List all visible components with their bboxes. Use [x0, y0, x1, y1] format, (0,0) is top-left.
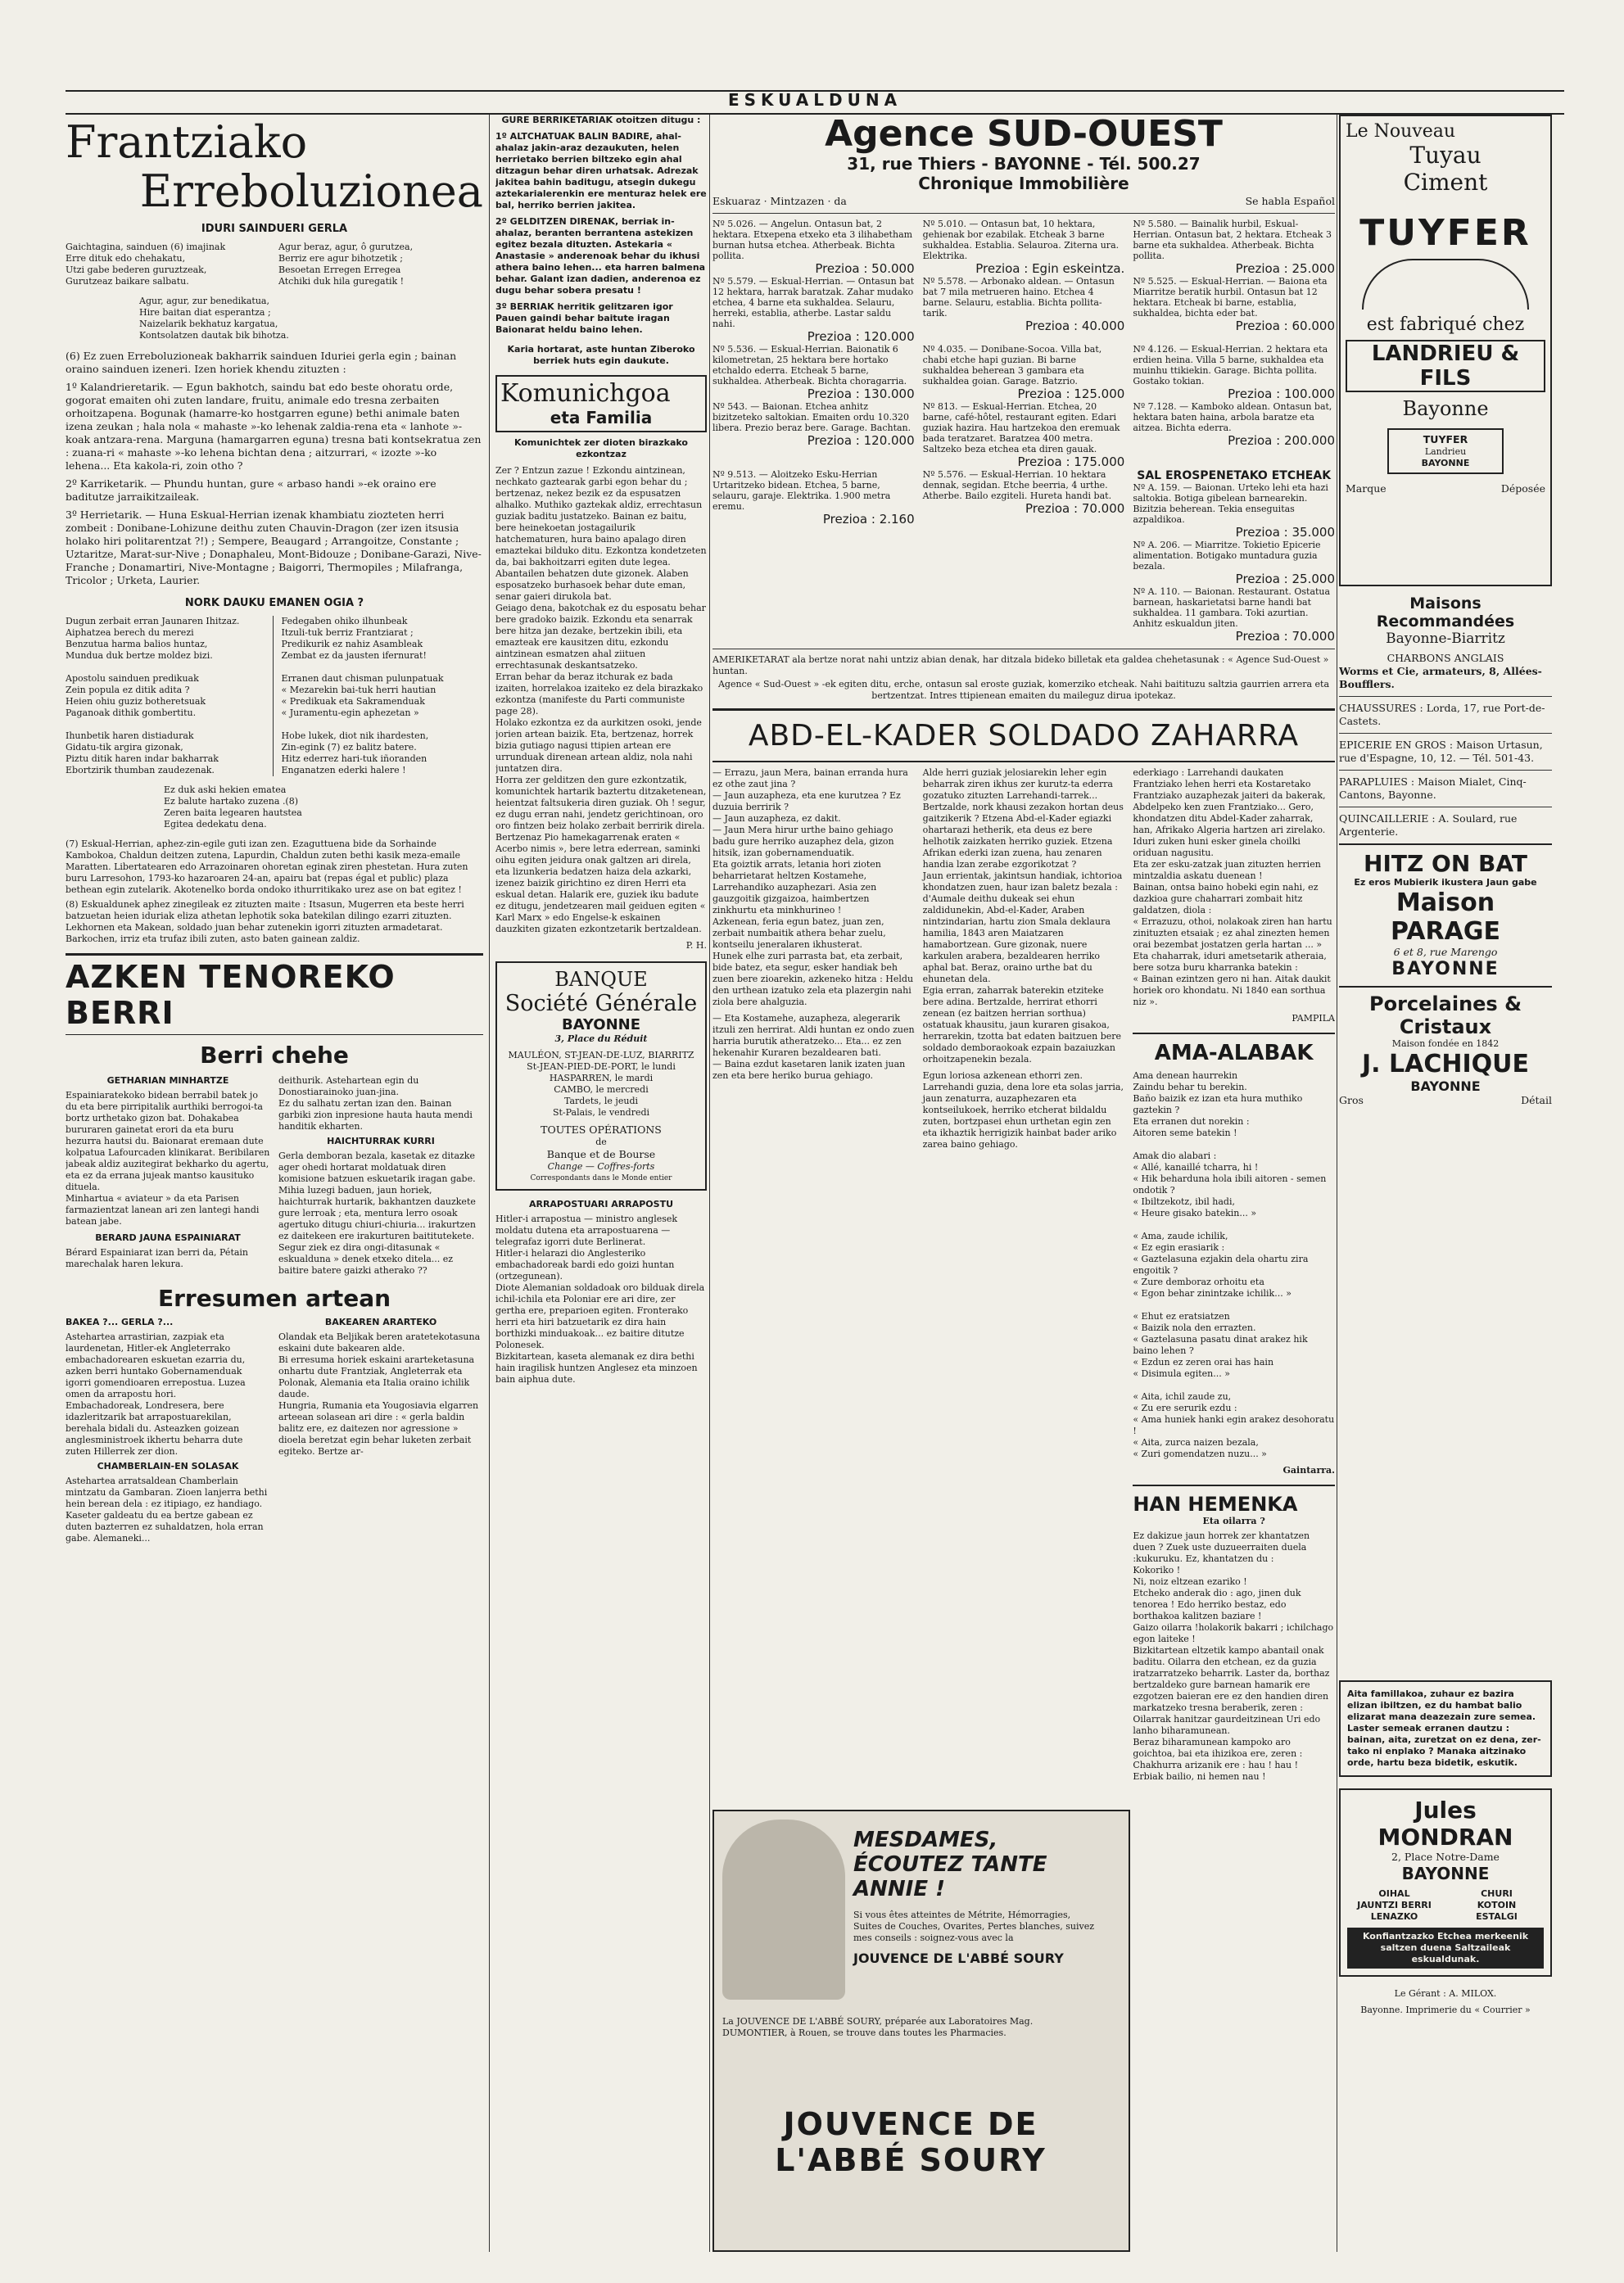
headline-band — [66, 953, 483, 1035]
listing-text: Nº 5.579. — Eskual-Herrian. — Ontasun bat 12 hektara, harrak baratzak. Zahar mudako etchea, 4 barne eta sukhaldea. Selauru, herreki, establia, atherbe. Lastar saldu nahi. — [712, 276, 915, 329]
trademark — [1346, 482, 1545, 495]
banque-de: de — [595, 1137, 607, 1147]
listing-text: Nº 4.126. — Eskual-Herrian. 2 hektara eta erdien heina. Villa 5 barne, sukhaldea eta muinhu ttikiekin. Garage. Bichta pollita. Gostako tokian. — [1133, 344, 1328, 387]
detail-label: Détail — [1521, 1094, 1552, 1106]
listing-price: Prezioa : 130.000 — [807, 387, 915, 401]
stamp-maker: Landrieu — [1424, 446, 1467, 457]
sun-rays-icon — [1362, 259, 1529, 310]
poem-center: Ez duk aski hekien ematea Ez balute hartako zuzena .(8) Zeren baita legearen hautstea Egitea dedekatu dena. — [164, 784, 302, 830]
agence-address: 31, rue Thiers - BAYONNE - Tél. 500.27 — [847, 154, 1201, 174]
poem-right: Fedegaben ohiko ilhunbeak Itzuli-tuk berriz Frantziarat ; Predikurik ez nahiz Asambleak Zembat ez da jausten ifernurat! Erranen daut chisman pulunpatuak « Mezarekin bai-tuk herri hautian « Predikuak eta Sakramenduak « Juramentu-egin aphezetan » Hobe lukek, diot nik ihardesten, Zin-egink (7) ez balitz batere. Hitz ederrez hari-tuk iñoranden Enganatzen ederki halere ! — [281, 616, 444, 775]
mondran-city: BAYONNE — [1401, 1864, 1490, 1883]
gros-label: Gros — [1339, 1094, 1364, 1106]
banque-change: Change — Coffres-forts — [547, 1161, 655, 1172]
news-text: Bérard Espainiarat izan berri da, Pétain marechalak haren lekura. — [66, 1247, 249, 1269]
paragraph: 3º Herrietarik. — Huna Eskual-Herrian izenak khambiatu ziozteten herri zombeit : Donibane-Lohizune deithu zuten Chauvin-Dragon (zer izen itsusia holako hiri politarentzat ?!) ; Sempere, Beaugard ; Arrangoitze, Constante ; Uztaritze, Marat-sur-Nive ; Donaphaleu, Mont-Bidouze ; Donibane-Garazi, Nive-Franche ; Donamartiri, Nive-Montagne ; Baigorri, Thermopiles ; Milafranga, Tricolor ; Urketa, Laurier. — [66, 509, 482, 586]
mondran-items — [1347, 1888, 1544, 1923]
section-subtitle: Komunichtek zer dioten birazkako ezkontzaz — [514, 437, 688, 459]
langs-right: Se habla Español — [1245, 195, 1335, 207]
poem-stanza-1 — [66, 242, 483, 287]
imprimerie: Bayonne. Imprimerie du « Courrier » — [1360, 2005, 1531, 2015]
listing-text: Nº 5.010. — Ontasun bat, 10 hektara, gehienak bor ezabilak. Etcheak 3 barne sukhaldea. Establia. Selauroa. Ziterna ura. Elektrika. — [922, 219, 1120, 261]
article-title-line2: Erreboluzionea — [139, 165, 483, 217]
news-text: Hitler-i arrapostua — ministro anglesek moldatu dutena eta arrapostuarena — telegrafaz igorri dute Berlinerat. Hitler-i helarazi dio Anglesteriko embachadoreak bardi edo goizi huntan (ortzegunean). Diote Alemanian soldadoak oro bilduak direla ichil-ichila eta Poloniar ere ari dire, zer gertha ere, preparioen egiten. Fronterako herri eta hiri batzuetarik ez dira hain borthizki minduakoak... ez baitire ditutze Polonesek. Bizkitartean, kaseta alemanak ez dira bethi hain iragilisk huntzen Anglesez eta minzoen bain aiphua dute. — [495, 1214, 705, 1385]
listing-price: Prezioa : 200.000 — [1228, 433, 1335, 448]
listing-text: Nº 5.576. — Eskual-Herrian. 10 hektara dennak, segidan. Etche beerria, 4 urthe. Atherbe. Bailo ezgiteli. Hureta handi bat. — [922, 469, 1112, 501]
langs-left: Eskuaraz · Mintzazen · da — [712, 195, 847, 207]
paragraph: 1º Kalandrieretarik. — Egun bakhotch, saindu bat edo beste ohoratu orde, gogorat emaiten ohi zuten landare, fruitu, animale edo tresna zerbaiten orhoitzapena. Bogunak (hamarre-ko hostgarren egune) bethi animale baten izena zeukan ; hala nola « mahaste »-ko lehenak zaldia-rena eta « lanhote »-koak antzara-rena. Marguna (hamargarren eguna) tresna bati kontsekratua zen : zuana-ri « mahaste »-ko lehena bichtan dena ; aitzurrari, « izozte »-ko lehena... Eta kakola-ri, zoin otho ? — [66, 381, 482, 472]
tuyfer-city: Bayonne — [1402, 397, 1489, 420]
news-title: BAKEA ?... GERLA ?... — [66, 1317, 174, 1327]
signature: PAMPILA — [1292, 1013, 1335, 1024]
han-text: Ez dakizue jaun horrek zer khantatzen duen ? Zuek uste duzueerraiten duela :kukuruku. Ez, khantatzen du : Kokoriko ! Ni, noiz eltzean ezariko ! Etcheko anderak dio : ago, jinen duk tenorea ! Edo herriko bestaz, edo borthakoa kalitzen baziare ! Gaizo oilarra !holakorik bakarri ; ichilchago egon laiteke ! Bizkitartean eltzetik kampo abantail onak baditu. Oilarra den etchean, ez da guzia iratzarratzeko beharrik. Laster da, borthaz bertzaldeko gure barnean hamarik ere ezgotzen baieran ere ez den handien diren markatzeko tresna beraberik, zeren : Oilarrak hanitzar gaurdeitzinean Uri edo lanho biharamunean. Beraz biharamunean kampoko aro goichtoa, bai eta ihizikoa ere, zeren : Chakhurra arizanik ere : hau ! hau ! Erbiak bailio, ni hemen nau ! — [1133, 1530, 1334, 1782]
news-text: Olandak eta Beljikak beren aratetekotasuna eskaini dute bakearen alde. Bi erresuma horiek eskaini ararteketasuna onhartu dute Frantziak, Angleterrak eta Polonak, Alemania eta Italia oraino ichilik daude. Hungria, Rumania eta Yougosiavia elgarren arteean solasean ari dire : « gerla baldin balitz ere, ez daitezen nor agressione » dioela beretzat egin behar luketen zerbait egiteko. Bertze ar- — [278, 1331, 481, 1457]
listing-price: Prezioa : 35.000 — [1235, 525, 1335, 540]
jouvence-ad — [712, 1810, 1130, 2252]
maisons-list — [1339, 652, 1552, 839]
listing-price: Prezioa : 50.000 — [815, 261, 915, 276]
sal-title: SAL EROSPENETAKO ETCHEAK — [1137, 469, 1332, 482]
listing-text: Nº 7.128. — Kamboko aldean. Ontasun bat, hektara baten haina, arbola baratze eta aitzea. Bichta ederra. — [1133, 401, 1332, 433]
column-rule — [489, 115, 490, 2252]
abd-text: Egun loriosa azkenean ethorri zen. Larrehandi guzia, dena lore eta solas jarria, jaun zenaturra, auzaphezaren eta kontseilukoek, herriko etcherat bildaldu zuten, bortzpasei ehun urthetan egin zen eta ikhaztik herrigizik hainbat bader ariko zarea baino gehiago. — [922, 1070, 1124, 1150]
parage-city: BAYONNE — [1391, 959, 1500, 979]
listing-text: Nº A. 206. — Miarritze. Tokietio Epicerie alimentation. Botigako muntadura guzia bezala. — [1133, 540, 1321, 572]
listing-price: Prezioa : 70.000 — [1025, 501, 1125, 516]
listing-item — [1133, 219, 1335, 276]
listing-price: Prezioa : 2.160 — [822, 512, 915, 527]
poem-left: Dugun zerbait erran Jaunaren Ihitzaz. Aiphatzea berech du merezi Benzutua harma balios huntaz, Mundua duk bertze moldez bizi. Apostolu sainduen predikuak Zein popula ez ditik adita ? Heien ohiu guziz botheretsuak Paganoak dithik gombertitu. Ihunbetik haren distiadurak Gidatu-tik argira gizonak, Piztu ditik haren indar bakharrak Ebortzirik thumban zaudezenak. — [66, 616, 274, 776]
news-text: Espainiaratekoko bidean berrabil batek jo du eta bere pirripitalik aurthiki berrogoi-ta bortz urthetako gizon bat. Dohakabea bururaren gainetat erori da eta buru hezurra hautsi du. Baionarat eremaan dute kolpatua Lafourcaden klinikarat. Beribilaren jabeak aldiz auzitegirat bekharko du agertu, eta ez da errana jujeak mantso kausituko dituela. Minhartua « aviateur » da eta Parisen farmazientzat lanean ari zen lantegi handi batean jabe. — [66, 1090, 270, 1227]
column-rule — [709, 115, 710, 2252]
article-title-line1: Frantziako — [66, 116, 308, 168]
ad-product: JOUVENCE DE L'ABBÉ SOURY — [853, 1951, 1064, 1966]
listing-item — [712, 344, 915, 401]
masthead-bar — [66, 90, 1564, 115]
listing-text: Nº A. 159. — Baionan. Urteko lehi eta hazi saltokia. Botiga gibelean barnearekin. Bizitzia beherean. Tekia enseguitas azpaldikoa. — [1133, 482, 1328, 525]
listing-item — [923, 276, 1125, 344]
agence-langs — [712, 195, 1335, 208]
listing-item — [923, 469, 1125, 644]
maisons-item: CHAUSSURES : Lorda, 17, rue Port-de-Castets. — [1339, 702, 1545, 727]
maisons-item: QUINCAILLERIE : A. Soulard, rue Argenterie. — [1339, 812, 1518, 838]
paragraph: (6) Ez zuen Erreboluzioneak bakharrik sainduen Iduriei gerla egin ; bainan oraino sainduen izeneri. Izen horiek khendu zituzten : — [66, 350, 457, 375]
listing-price: Prezioa : 120.000 — [807, 433, 915, 448]
mondran-name: Jules MONDRAN — [1377, 1797, 1513, 1851]
section-headline: AZKEN TENOREKO BERRI — [66, 959, 396, 1031]
han-section — [1133, 1485, 1335, 1783]
column-4 — [1339, 115, 1552, 2256]
listing-price: Prezioa : Egin eskeintza. — [975, 261, 1125, 276]
poem-stanza-2: Agur, agur, zur benedikatua, Hire baitan diat esperantza ; Naizelarik bekhatuz kargatua, Kontsolatzen dautak bik bihotza. — [139, 296, 289, 341]
komunichgoa-header — [495, 375, 707, 432]
news-text: Astehartea arratsaldean Chamberlain mintzatu da Gambaran. Zioen lanjerra bethi hein berean dela : ez itipiago, ez handiago. Kaseter galdeatu du ea bertze gabean ez duten bazterren ez suhaldatzen, hola erran gabe. Alemaneki... — [66, 1476, 268, 1544]
abd-header — [712, 708, 1335, 762]
poem-columns — [66, 616, 483, 776]
listing-text: Nº 813. — Eskual-Herrian. Etchea, 20 barne, café-hôtel, restaurant egiten. Edari guziak hazira. Hau hartzekoa den eremuak bada teratzaret. Baratzea 400 metra. Saltzeko beza etchea eta diren gauak. — [922, 401, 1120, 454]
abd-text: — Errazu, jaun Mera, bainan erranda hura ez othe zaut jina ? — Jaun auzapheza, eta ene kurutzea ? Ez duzuia berririk ? — Jaun auzapheza, ez dakit. — Jaun Mera hirur urthe baino gehiago badu gure herriko auzaphez dela, gizon hitsik, izan gobernamenduatik. Eta goiztik arrats, letania hori zioten beharrietarat heltzen Kostamehe, Larrehandiko auzaphezari. Asia zen gauzgoitik gizgaizoa, haimbertzen zinkhurtu eta minkhurineo ! Azkenean, feria egun batez, juan zen, zerbait numbaitik athera behar zuelu, kontseilu jeneralaren ikhusterat. Hunek elhe zuri parrasta bat, eta zerbait, bide batez, eta segur, esker handiak beh zuen bere zioarekin, azkeneko hitza : Heldu den urthean izatuko zela eta plazergin nahi ziola bere ahalguzia. — [712, 767, 914, 1007]
gros-detail — [1339, 1094, 1552, 1107]
listing-text: Nº 5.536. — Eskual-Herrian. Baionatik 6 kilometretan, 25 hektara bere hortako etchaldo ederra. Etcheak 5 barne, sukhaldea. Atherbeak. Bichta choragarria. — [712, 344, 907, 387]
tuyfer-maker: LANDRIEU & FILS — [1346, 340, 1545, 392]
banque-city: BAYONNE — [561, 1016, 641, 1033]
news-title: BAKEAREN ARARTEKO — [324, 1317, 437, 1327]
article-text: Zer ? Entzun zazue ! Ezkondu aintzinean, nechkato gaztearak garbi egon behar du ; bertzenaz, nekez bezik ez da espusatzen alhalko. Muthiko gaztekak aldiz, errechtasun guziak baditu justatzeko. Bainan ez baitu, bere heinekoetan jostagailurik hatchematuren, hura baino apalago diren emaztekai bilduko ditu. Ezkontza kondetzeten da, bai bakhoitzarri egiten dute legea. Abantailen behatzen dute gizonek. Alaben esposatzeko burhasoek behar dute eman, senar gaieri dirukola bat. Geiago dena, bakotchak ez du esposatu behar bere gradoko baizik. Ezkondu eta senarrak bere hitza jan dezake, bertzekin ibili, eta emazteak ere kausitzen ditu, ezkondu aintzinean esmatzen ahal ziituen errechtasunak deskantsatzeko. Erran behar da beraz itchurak ez bada izaiten, horrelakoa izaiteko ez dela birazkako ezkontza (manifeste du Parti communiste page 28). Holako ezkontza ez da aurkitzen osoki, jende jorien artean baizik. Eta, bertzenaz, horrek bizia gutiago nagusi ttipien artean ere urrunduak direnean artean aldiz, nola nahi juntatzen dira. Horra zer gelditzen den gure ezkontzatik, komunichtek hartarik baztertu ditzaketenean, heientzat faltsukeria diren guziak. Oh ! segur, ez dugu erran nahi, jendetz gerichtinoan, oro oro fintzen beiz holako zerbait berririk direla. Bertzenaz Pio hamekagarrenak eraten « Acerbo nimis », bere letra ederrean, saminki oihu egiten jeidura onak galtzen ari direla, eta lizunkeria bedatzen haiza dela azkarki, izenez baizik girichtino ez diren Herri eta eskual detan. Halarik ere, guziek iku badute ez ditugu, jendetzearen mail geiduen egiten « Karl Marx » edo Engelse-k eskainen dauzkiten gizaten ezkontzetarik bertzaldean. — [495, 465, 707, 934]
listing-item — [1133, 401, 1335, 469]
section-headline-2: eta Familia — [550, 408, 653, 427]
listing-item — [712, 276, 915, 344]
listing-item — [712, 401, 915, 469]
maisons-item: EPICERIE EN GROS : Maison Urtasun, rue d'Espagne, 10, 12. — Tél. 501-43. — [1339, 739, 1543, 764]
tuyfer-line1: Le Nouveau — [1346, 121, 1456, 142]
ama-section — [1133, 1033, 1335, 1476]
banque-ad — [495, 961, 707, 1191]
section-title: NORK DAUKU EMANEN OGIA ? — [184, 597, 364, 609]
listing-price: Prezioa : 25.000 — [1235, 261, 1335, 276]
listing-item — [923, 344, 1125, 401]
column-1 — [66, 115, 483, 2256]
article-subtitle: IDURI SAINDUERI GERLA — [201, 223, 348, 235]
mondran-address: 2, Place Notre-Dame — [1391, 1851, 1500, 1863]
agence-header — [712, 115, 1335, 193]
listing-price: Prezioa : 100.000 — [1228, 387, 1335, 401]
parage-ad — [1339, 843, 1552, 979]
mondran-footer: Konfiantzazko Etchea merkeenik saltzen duena Saltzaileak eskualdunak. — [1347, 1928, 1544, 1969]
listing-item — [712, 219, 915, 276]
news-title: GETHARIAN MINHARTZE — [106, 1075, 229, 1086]
news-title: HAICHTURRAK KURRI — [327, 1136, 435, 1146]
ad-text: Si vous êtes atteintes de Métrite, Hémorragies, Suites de Couches, Ovarites, Pertes blanches, suivez mes conseils : soignez-vous avec la — [853, 1910, 1095, 1943]
banque-branches: MAULÉON, ST-JEAN-DE-LUZ, BIARRITZ St-JEAN-PIED-DE-PORT, le lundi HASPARREN, le mardi CAMBO, le mercredi Tardets, le jeudi St-Palais, le vendredi — [508, 1050, 694, 1118]
trademark-left: Marque — [1346, 482, 1387, 495]
listing-text: Nº 5.578. — Arbonako aldean. — Ontasun bat 7 mila metrueren haino. Etchea 4 barne. Selauru, establia. Bichta pollita-tarik. — [922, 276, 1115, 319]
listings-grid — [712, 219, 1335, 644]
signature: Gaintarra. — [1282, 1465, 1335, 1476]
stamp-brand: TUYFER — [1423, 433, 1468, 445]
listing-price: Prezioa : 120.000 — [807, 329, 915, 344]
news-text: deithurik. Astehartean egin du Donostiarainoko juan-jina. Ez du salhatu zertan izan den. Bainan garbiki zion inpresione hauta hauta mendi handitik ekharten. — [278, 1075, 473, 1132]
maisons-header — [1339, 594, 1552, 647]
han-title: HAN HEMENKA — [1133, 1493, 1298, 1516]
column-3 — [712, 115, 1335, 2256]
listing-price: Prezioa : 40.000 — [1025, 319, 1125, 333]
listing-text: Nº 543. — Baionan. Etchea anhitz bizitzeteko saltokian. Emaiten ordu 10.320 libera. Prezio beraz bere. Garage. Bachtan. — [712, 401, 912, 433]
agence-footer: Agence « Sud-Ouest » -ek egiten ditu, erche, ontasun sal eroste guziak, komerziko etcheak. Nahi baitituzu saltzia gaurrien arrera eta bertzentzat. Intres ttipienean emaiten du maileguz dirua ipotekaz. — [717, 679, 1330, 701]
woman-portrait — [722, 1820, 845, 2000]
agence-title: Agence SUD-OUEST — [825, 115, 1223, 155]
banque-title: BANQUE — [554, 968, 648, 991]
banque-address: 3, Place du Réduit — [554, 1033, 648, 1044]
column-2 — [495, 115, 707, 2256]
han-subtitle: Eta oilarra ? — [1202, 1516, 1265, 1526]
newspaper-title: ESKUALDUNA — [727, 90, 902, 110]
tuyfer-brand: TUYFER — [1359, 212, 1531, 254]
abd-title: ABD-EL-KADER SOLDADO ZAHARRA — [748, 719, 1300, 753]
agence-subtitle: Chronique Immobilière — [918, 174, 1129, 193]
mondran-items-left: OIHAL JAUNTZI BERRI LENAZKO — [1357, 1888, 1432, 1922]
section-headline: Komunichgoa — [500, 379, 671, 408]
poem-right: Agur beraz, agur, ô gurutzea, Berriz ere agur bihotzetik ; Besoetan Erregen Erregea Atchiki duk hila guregatik ! — [278, 242, 414, 287]
listing-text: Nº A. 110. — Baionan. Restaurant. Ostatua barnean, haskarietatsi barne handi bat sukhaldea. 11 gambara. Toki azurtian. Anhitz eskualdun jiten. — [1133, 586, 1331, 629]
news-title: ARRAPOSTUARI ARRAPOSTU — [528, 1199, 674, 1209]
notice-karia: Karia hortarat, aste huntan Ziberoko berriek huts egin daukute. — [507, 344, 695, 366]
poem-left: Gaichtagina, sainduen (6) imajinak Erre dituk edo chehakatu, Utzi gabe bederen guruztzeak, Gurutzeaz baikare salbatu. — [66, 242, 226, 287]
ad-text-2: La JOUVENCE DE L'ABBÉ SOURY, préparée aux Laboratoires Mag. DUMONTIER, à Rouen, se trouve dans toutes les Pharmacies. — [722, 2016, 1034, 2038]
listing-text: Nº 5.525. — Eskual-Herrian. — Baiona eta Miarritze beratik hurbil. Ontasun bat 12 hektara. Etcheak bi barne, establia, sukhaldea, bichta eder bat. — [1133, 276, 1328, 319]
parage-name: Maison PARAGE — [1391, 888, 1500, 946]
section-subheadline: Berri chehe — [200, 1042, 349, 1069]
lachique-city: BAYONNE — [1410, 1078, 1481, 1094]
sal-section — [1133, 469, 1335, 644]
maisons-item: PARAPLUIES : Maison Mialet, Cinq-Cantons, Bayonne. — [1339, 775, 1527, 801]
maisons-subtitle: Bayonne-Biarritz — [1386, 631, 1505, 647]
news-title: BERARD JAUNA ESPAINIARAT — [95, 1232, 241, 1243]
ad-big-title: JOUVENCE DE L'ABBÉ SOURY — [775, 2106, 1047, 2178]
ama-title: AMA-ALABAK — [1154, 1041, 1314, 1065]
banque-corresp: Correspondants dans le Monde entier — [530, 1174, 672, 1182]
listing-item — [1133, 344, 1335, 401]
banque-ops: TOUTES OPÉRATIONS — [541, 1123, 662, 1136]
listing-price: Prezioa : 125.000 — [1017, 387, 1125, 401]
aita-notice: Aita famillakoa, zuhaur ez bazira elizan ibiltzen, ez du hambat balio elizarat mana deazezain zure semea. Laster semeak erranen dautzu : bainan, aita, zuretzat on ez dena, zer-tako ni enplako ? Manaka aitzinako orde, hartu beza bidetik, eskutik. — [1339, 1680, 1552, 1777]
tuyfer-stamp — [1387, 428, 1504, 474]
notice-item: 1º ALTCHATUAK BALIN BADIRE, ahal-ahalaz jakin-araz dezaukuten, helen herrietako berrien biltzeko egin ahal ditzagun behar diren urhatsak. Adrezak jakitea bahin baditugu, atsegin dukegu aztekarialerenkin ere menturaz helek ere bal, herriko berrien jakitea. — [495, 131, 707, 210]
tuyfer-fab: est fabriqué chez — [1366, 314, 1525, 335]
gerant: Le Gérant : A. MILOX. — [1394, 1988, 1497, 1999]
listing-price: Prezioa : 70.000 — [1235, 629, 1335, 644]
tuyfer-ad — [1339, 115, 1552, 586]
listing-text: Nº 5.026. — Angelun. Ontasun bat, 2 hektara. Etxepena etxeko eta 3 ilihabetham burnan hutsa etchea. Atherbeak. Bichta pollita. — [712, 219, 913, 261]
porcelaines-title: Porcelaines & Cristaux — [1369, 992, 1522, 1038]
banque-name: Société Générale — [504, 991, 698, 1016]
maisons-item: CHARBONS ANGLAIS — [1387, 652, 1504, 664]
signature: P. H. — [685, 940, 707, 951]
tuyfer-line3: Ciment — [1403, 169, 1488, 196]
lachique-ad — [1339, 986, 1552, 1107]
paragraph: 2º Karriketarik. — Phundu huntan, gure « arbaso handi »-ek oraino ere baditutze jarraikitzaileak. — [66, 477, 437, 503]
listing-text: Nº 4.035. — Donibane-Socoa. Villa bat, chabi etche hapi guzian. Bi barne sukhaldea beherean 3 gambara eta sukhaldea goian. Garage. Batzrio. — [922, 344, 1102, 387]
maisons-item: Worms et Cie, armateurs, 8, Allées-Boufflers. — [1339, 665, 1542, 690]
listing-item — [1133, 276, 1335, 344]
notice-title: GURE BERRIKETARIAK otoitzen ditugu : — [501, 115, 701, 125]
listing-price: Prezioa : 175.000 — [1017, 454, 1125, 469]
ama-poem: Ama denean haurrekin Zaindu behar tu berekin. Baño baizik ez izan eta hura muthiko gaztekin ? Eta erranen dut norekin : Aitoren seme batekin ! Amak dio alabari : « Allé, kanaillé tcharra, hi ! « Hik beharduna hola ibili aitoren - semen ondotik ? « Ibiltzekotz, ibil hadi, « Heure gisako batekin... » « Ama, zaude ichilik, « Ez egin erasiarik : « Gaztelasuna ezjakin dela ohartu zira engoitik ? « Zure demboraz orhoitu eta « Egon behar zinintzake ichilik... » « Ehut ez eratsiatzen « Baizik nola den errazten. « Gaztelasuna pasatu dinat arakez hik baino lehen ? « Ezdun ez zeren orai has hain « Disimula egiten... » « Aita, ichil zaude zu, « Zu ere serurik ezdu : « Ama huniek hanki egin arakez desohoratu ! « Aita, zurca naizen bezala, « Zuri gomendatzen nuzu... » — [1133, 1070, 1335, 1459]
listing-item — [712, 469, 915, 644]
abd-text: Alde herri guziak jelosiarekin leher egin beharrak ziren ikhus zer kurutz-ta ederra gozatuko zituzten Larrehandi-tarrek... Bertzalde, nork khausi zezakon hortan deus gaitzikerik ? Etzena Abd-el-Kader egiazki ohartarazi hetherik, eta deus ez bere helhotik zaizkaten herriko guziek. Etzena Afrikan ederki izan zuena, hau zenaren handia lzan zerabe ezgorikotzat ? Jaun errientak, jakintsun handiak, ichtorioa khondatzen zuen, haur izan baletz bezala : d'Aumale deithu dukeak sei ehun zaldidunekin, Abd-el-Kader, Araben nintzindarian, hartu zion Smala deklaura hamilia, 1843 aren Maiatzaren hamabortzean. Gure gizonak, nuere karkulen arabera, bezaldearen herriko aphal bat. Beraz, oraino urthe bat du ehunetan dela. Egia erran, zaharrak baterekin etziteke bere adina. Bertzalde, herrirat ethorri zenean (ez baitzen herrian sorthua) ostatuak khausitu, jaun kuraren gisakoa, herrarekin, tzotta bat edaten baitzuen bere soldado demboraokoak ezpain bazaiuzkan orhoitzapenekin bezala. — [922, 767, 1124, 1065]
ameriketa-text: AMERIKETARAT ala bertze norat nahi untziz abian denak, har ditzala bideko billetak eta galdea chehetasunak : « Agence Sud-Ouest » huntan. — [712, 654, 1329, 676]
section-subheadline: Erresumen artean — [157, 1285, 391, 1312]
notice-item: 3º BERRIAK herritik gelitzaren igor Pauen gaindi behar baitute iragan Baionarat heldu baino lehen. — [495, 301, 673, 335]
banque-bourse: Banque et de Bourse — [546, 1148, 656, 1160]
parage-address: 6 et 8, rue Marengo — [1393, 946, 1498, 958]
listing-item — [923, 219, 1125, 276]
hitz-title: HITZ ON BAT — [1364, 850, 1527, 877]
footnote: (7) Eskual-Herrian, aphez-zin-egile guti izan zen. Ezaguttuena bide da Sorhainde Kambokoa, Chaldun deitzen zutena, Lapurdin, Chaldun zuten bethi kasik meza-emaile Maratten. Libertatearen edo Arrazoinaren ohoretan eginak ziren phestetan. Hura zuten buru Larresohon, 1793-ko hazaroaren 24-an, apairu bat (repas égal et public) plaza bethean egin zutelarik. Akotenelko borda ondoko ithurritikako urez ase on bat egitez ! — [66, 839, 468, 895]
ad-headline: MESDAMES, ÉCOUTEZ TANTE ANNIE ! — [853, 1828, 1047, 1901]
listing-item — [923, 401, 1125, 469]
abd-text: ederkiago : Larrehandi daukaten Frantziako lehen herri eta Kostaretako Frantziako auzaphezak jaiteri da bakerak, Abdelpeko ken zuen Frantziako... Gero, khondatzen ditu Abdel-Kader zaharrak, han, Afrikako Algeria hartzen ari zirelako. Iduri zuken huni esker ginela choilki oriduan nagusitu. Eta zer esku-zatzak juan zituzten herrien mintzaldia askatu duenean ! Bainan, ontsa baino hobeki egin nahi, ez dazkioa gure chaharrari zombait hitz galdatzen, diola : « Errazuzu, othoi, nolakoak ziren han hartu zinituzten etsaiak ; ez ahal zinezten hemen orai bezembat jostatzen gerla hartan ... » Eta chaharrak, iduri ametsetarik atheraia, bere sotza buru kharranka batekin : « Bainan ezintzen gero ni han. Aitak daukit horiek oro khondatu. Ni 1840 ean sorthua niz ». — [1133, 767, 1332, 1007]
news-text: Astehartea arrastirian, zazpiak eta laurdenetan, Hitler-ek Angleterrako embachadorearen eskuetan ezarria du, azken berri huntako Gobernamenduak igorri gomendioaren errepostua. Luzea omen da arrapostu hori. Embachadoreak, Londresera, bere idazleritzarik bat arrapostuarekilan, berehala bidali du. Asteazken goizean anglesministroek ikhertu beharra dute zuten Hillerrek zer dion. — [66, 1331, 246, 1457]
notice-item: 2º GELDITZEN DIRENAK, berriak in-ahalaz, beranten berrantena astekizen egitez bezala dituzten. Astekaria « Anastasie » anderenoak behar du ikhusi athera baino lehen... eta harren balmena behar. Galant izan dadien, anderenoa ez dugu behar sobera presatu ! — [495, 216, 706, 296]
porcelaines-sub: Maison fondée en 1842 — [1391, 1038, 1500, 1049]
news-columns — [66, 1075, 483, 1280]
maisons-title: Maisons Recommandées — [1376, 594, 1515, 631]
news-text: Gerla demboran bezala, kasetak ez ditazke ager ohedi hortarat moldatuak diren komisione batzuen eskuetarik iragan gabe. Mihia luzegi baduen, jaun horiek, haichturrak hurtarik, bakhantzen dauzkete gure lerroak ; eta, mentura lerro osoak agertuko ditugu chiuri-chiuria... irakurtzen ez daitekeen ere irakurturen baititutekete. Segur ziek ez dira ongi-ditasunak « eskualduna » denek etxeko ditela... ez baitire batere gaizki atherako ?? — [278, 1151, 477, 1276]
trademark-right: Déposée — [1500, 482, 1545, 495]
footnote: (8) Eskualdunek aphez zinegileak ez zituzten maite : Itsasun, Mugerren eta beste herri batzuetan heien iduriak eliza athetan lephotik soka batekilan dilingo ezarri zituzten. Lekhornen eta Makean, soldado juan behar zutenekin igorri zituzten armadetarat. Barkochen, irriz eta trufaz ibili zuten, asto baten gainean zaldiz. — [66, 899, 464, 944]
listing-text: Nº 9.513. — Aloitzeko Esku-Herrian Urtaritzeko bidean. Etchea, 5 barne, selauru, garaje. Elektrika. 1.900 metra eremu. — [712, 469, 891, 512]
hitz-sub: Ez eros Mubierik ikustera Jaun gabe — [1354, 877, 1537, 888]
news-title: CHAMBERLAIN-EN SOLASAK — [97, 1461, 239, 1472]
tuyfer-line2: Tuyau — [1409, 142, 1482, 169]
listing-price: Prezioa : 25.000 — [1235, 572, 1335, 586]
mondran-items-right: CHURI KOTOIN ESTALGI — [1476, 1888, 1518, 1922]
abd-columns — [712, 767, 1335, 1786]
mondran-ad — [1339, 1788, 1552, 1977]
lachique-name: J. LACHIQUE — [1362, 1050, 1529, 1078]
listing-price: Prezioa : 60.000 — [1235, 319, 1335, 333]
news-columns — [66, 1317, 483, 1548]
stamp-city: BAYONNE — [1421, 458, 1470, 468]
listing-text: Nº 5.580. — Bainalik hurbil, Eskual-Herrian. Ontasun bat, 2 hektara. Etcheak 3 barne eta sukhaldea. Atherbeak. Bichta pollita. — [1133, 219, 1332, 261]
abd-text: — Eta Kostamehe, auzapheza, alegerarik itzuli zen herrirat. Aldi huntan ez ondo zuen harria burutik atheratzeko... Eta... ez zen hekenahir Kuraren bezaldearen bati. — Baina ezdut kasetaren lanik izaten juan zen eta bere heriko burua gehiago. — [712, 1013, 915, 1081]
